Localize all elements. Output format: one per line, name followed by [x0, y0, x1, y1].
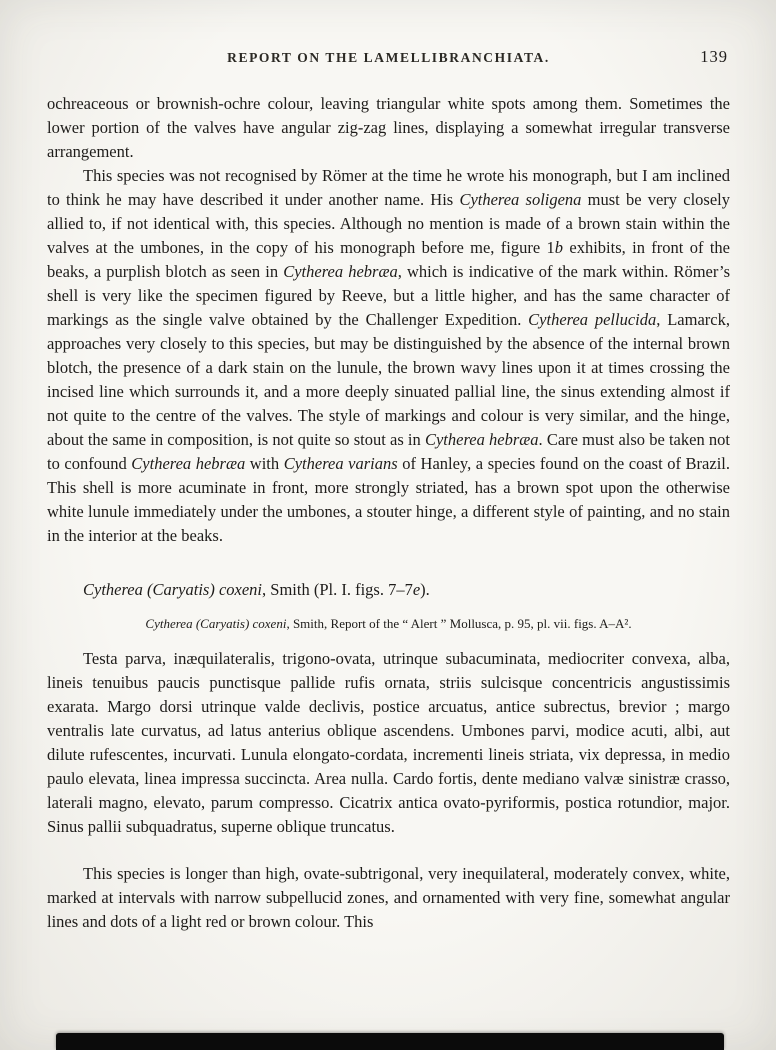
page-number: 139 [700, 47, 728, 66]
italic-text-segment: Cytherea varians [283, 454, 398, 473]
text-segment: , Smith, Report of the “ Alert ” Mollusca, p. 95, pl. vii. figs. A–A². [286, 616, 632, 631]
text-segment: Testa parva, inæquilateralis, trigono-ovata, utrinque subacuminata, mediocriter convexa, alba, lineis tenuibus paucis punctisque pallide rufis ornata, striis sulcisque concentricis angustissimis exarata. Margo dorsi utrinque valde declivis, postice arcuatus, antice subrectus, brevior ; margo ventralis late curvatus, ad latus anterius oblique ascendens. Umbones parvi, modice acuti, albi, aut dilute rufescentes, incurvati. Lunula elongato-cordata, incrementi lineis striata, vix depressa, in medio paulo elevata, linea impressa succincta. Area nulla. Cardo fortis, dente mediano valvæ sinistræ crasso, laterali magno, elevato, parum compresso. Cicatrix antica ovato-pyriformis, postica rotundior, major. Sinus pallii subquadratus, superne oblique truncatus. [47, 649, 730, 836]
text-segment: ochreaceous or brownish-ochre colour, leaving triangular white spots among them. Sometimes the lower portion of the valves have angular zig-zag lines, displaying a somewhat irregular transverse arrangement. [47, 94, 730, 161]
italic-text-segment: Cytherea hebræa [424, 430, 539, 449]
italic-text-segment: e [412, 580, 421, 599]
italic-text-segment: Cytherea pellucida [528, 310, 657, 329]
scan-gutter-bar [56, 1033, 724, 1050]
text-segment: of Hanley, a species found on the coast of Brazil. This shell is more acuminate in front, more strongly striated, has a brown spot upon the otherwise white lunule immediately under the umbones, a stouter hinge, a different style of painting, and no stain in the interior at the beaks. [47, 454, 730, 545]
page-body [47, 92, 730, 934]
text-segment: , Smith (Pl. I. figs. 7–7 [262, 580, 413, 599]
page-header [47, 47, 730, 70]
italic-text-segment: Cytherea (Caryatis) coxeni [145, 616, 287, 631]
text-segment: with [245, 454, 284, 473]
text-segment: This species is longer than high, ovate-subtrigonal, very inequilateral, moderately convex, white, marked at intervals with narrow subpellucid zones, and ornamented with very fine, somewhat angular lines and dots of a light red or brown colour. This [47, 864, 730, 931]
text-segment: . Care must also be taken not to confound [47, 430, 730, 473]
italic-text-segment: b [554, 238, 564, 257]
running-title: REPORT ON THE LAMELLIBRANCHIATA. [227, 50, 550, 65]
paragraph-discussion [47, 164, 730, 548]
italic-text-segment: Cytherea hebræa [131, 454, 246, 473]
paragraph-final [47, 862, 730, 934]
text-segment: , which is indicative of the mark within. Römer’s shell is very like the specimen figured by Reeve, but a little higher, and has the same character of markings as the single valve obtained by the Challenger Expedition. [47, 262, 730, 329]
text-segment: ). [420, 580, 430, 599]
paragraph-latin-description [47, 647, 730, 839]
text-segment: This species was not recognised by Römer at the time he wrote his monograph, but I am inclined to think he may have described it under another name. His [47, 166, 730, 209]
citation-line [47, 615, 730, 632]
text-segment: must be very closely allied to, if not identical with, this species. Although no mention is made of a brown stain within the valves at the umbones, in the copy of his monograph before me, figure 1 [47, 190, 731, 257]
text-segment: exhibits, in front of the beaks, a purplish blotch as seen in [47, 238, 730, 281]
italic-text-segment: Cytherea (Caryatis) coxeni [83, 580, 263, 599]
italic-text-segment: Cytherea soligena [459, 190, 582, 209]
italic-text-segment: Cytherea hebræa [283, 262, 398, 281]
text-segment: , Lamarck, approaches very closely to this species, but may be distinguished by the absence of the internal brown blotch, the presence of a dark stain on the lunule, the brown wavy lines upon it at times crossing the incised line which surrounds it, and a more deeply sinuated pallial line, the sinus extending almost if not quite to the centre of the valves. The style of markings and colour is very similar, and the hinge, about the same in composition, is not quite so stout as in [47, 310, 730, 449]
paragraph-continuation [47, 92, 730, 164]
species-heading [83, 578, 730, 602]
